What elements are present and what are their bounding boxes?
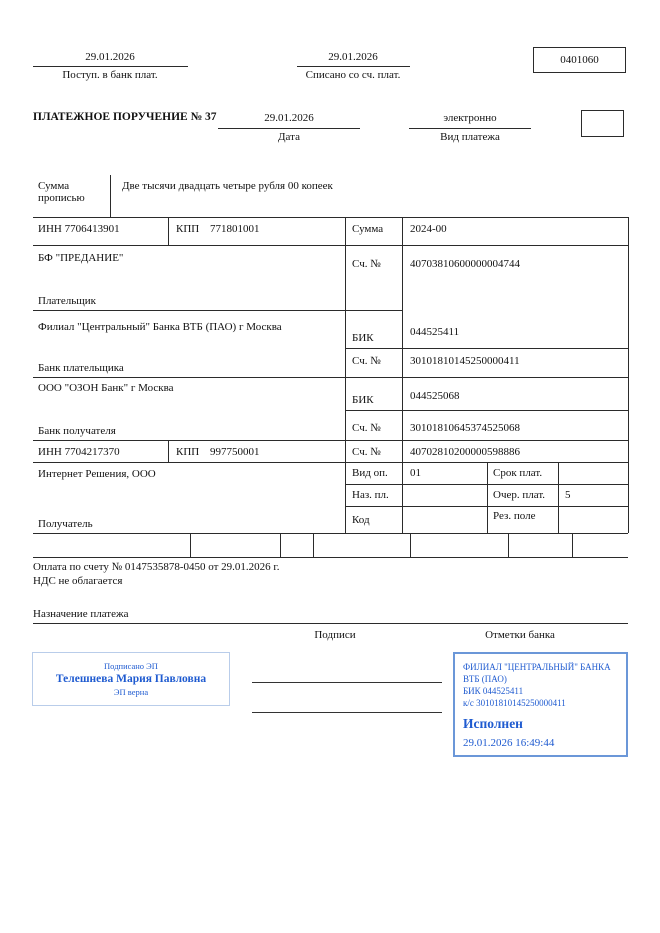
code-label: Код	[352, 514, 370, 526]
grid-line	[345, 410, 628, 411]
signed-by-ep-label: Подписано ЭП	[104, 661, 158, 671]
payer-inn-field	[38, 223, 120, 235]
payer-inn-value: 7706413901	[64, 223, 120, 235]
grid-line	[33, 217, 628, 218]
priority-value: 5	[565, 489, 571, 501]
form-code: 0401060	[560, 54, 599, 66]
grid-line	[313, 533, 314, 557]
amount-words-divider	[110, 175, 111, 217]
purpose-underline	[33, 623, 628, 624]
stamp-bank-name: ФИЛИАЛ "ЦЕНТРАЛЬНЫЙ" БАНКА ВТБ (ПАО)	[463, 662, 611, 685]
op-kind-value: 01	[410, 467, 421, 479]
purpose-text-line2: НДС не облагается	[33, 575, 123, 587]
payer-bank-account-value: 30101810145250000411	[410, 355, 520, 367]
received-in-bank-date: 29.01.2026	[85, 51, 135, 63]
signature-line-2	[252, 712, 442, 713]
grid-line	[33, 557, 628, 558]
grid-line	[628, 217, 629, 533]
payee-kpp-label: КПП	[176, 446, 200, 458]
document-date-underline	[218, 128, 360, 129]
grid-line	[190, 533, 191, 557]
signer-name: Телешнева Мария Павловна	[55, 673, 207, 685]
payer-kpp-field	[176, 223, 259, 235]
payer-bank-name: Филиал "Центральный" Банка ВТБ (ПАО) г Москва	[38, 321, 282, 333]
received-date-underline	[33, 66, 188, 67]
grid-line	[33, 377, 628, 378]
stamp-status: Исполнен	[463, 715, 523, 731]
payer-bank-bik-label: БИК	[352, 332, 374, 344]
signature-line-1	[252, 682, 442, 683]
grid-line	[33, 462, 628, 463]
stamp-timestamp: 29.01.2026 16:49:44	[463, 736, 555, 749]
due-date-label: Срок плат.	[493, 467, 543, 479]
priority-label: Очер. плат.	[493, 489, 546, 501]
grid-line	[33, 245, 628, 246]
stamp-bik: БИК 044525411	[463, 686, 524, 697]
op-kind-label: Вид оп.	[352, 467, 388, 479]
payee-label: Получатель	[38, 518, 93, 530]
signatures-header: Подписи	[314, 629, 356, 641]
payer-bank-bik-value: 044525411	[410, 326, 460, 338]
payee-bank-name: ООО "ОЗОН Банк" г Москва	[38, 382, 174, 394]
payer-account-label: Сч. №	[352, 258, 381, 270]
payee-bank-bik-value: 044525068	[410, 390, 460, 402]
grid-line	[410, 533, 411, 557]
grid-line	[572, 533, 573, 557]
debited-date: 29.01.2026	[328, 51, 378, 63]
stamp-corr-account: к/с 30101810145250000411	[463, 698, 566, 709]
payer-kpp-value: 771801001	[209, 223, 260, 235]
e-signature-stamp	[32, 652, 230, 706]
payment-kind-label: Вид платежа	[440, 131, 500, 143]
payer-inn-label: ИНН	[38, 223, 62, 235]
purpose-text-line1: Оплата по счету № 0147535878-0450 от 29.01.2026 г.	[33, 561, 280, 573]
grid-line	[558, 462, 559, 533]
document-date-label: Дата	[278, 131, 300, 143]
bank-execution-stamp	[453, 652, 628, 757]
payee-inn-field	[38, 446, 120, 458]
grid-line	[33, 440, 628, 441]
amount-label: Сумма	[352, 223, 384, 235]
payer-bank-account-label: Сч. №	[352, 355, 381, 367]
payee-kpp-value: 997750001	[209, 446, 260, 458]
grid-line	[345, 217, 346, 533]
payee-bank-label: Банк получателя	[38, 425, 116, 437]
debited-label: Списано со сч. плат.	[305, 69, 401, 81]
payee-bank-account-value: 30101810645374525068	[410, 422, 520, 434]
grid-line	[508, 533, 509, 557]
payee-inn-value: 7704217370	[64, 446, 120, 458]
bank-marks-header: Отметки банка	[485, 629, 555, 641]
payee-kpp-field	[176, 446, 259, 458]
document-date: 29.01.2026	[264, 112, 314, 124]
payer-kpp-label: КПП	[176, 223, 200, 235]
payee-name: Интернет Решения, ООО	[38, 468, 156, 480]
purpose-label: Назначение платежа	[33, 608, 129, 620]
ep-valid-label: ЭП верна	[113, 687, 149, 697]
amount-words-label: Сумма прописью	[38, 180, 85, 204]
debited-date-underline	[297, 66, 410, 67]
grid-line	[487, 462, 488, 533]
grid-line	[168, 217, 169, 245]
payee-inn-label: ИНН	[38, 446, 62, 458]
amount-words-value: Две тысячи двадцать четыре рубля 00 копеек	[122, 180, 333, 192]
payee-bank-bik-label: БИК	[352, 394, 374, 406]
payer-label: Плательщик	[38, 295, 96, 307]
payment-kind-underline	[409, 128, 531, 129]
payer-account-value: 40703810600000004744	[410, 258, 520, 270]
payment-kind-code-box	[581, 110, 624, 137]
payee-bank-account-label: Сч. №	[352, 422, 381, 434]
grid-line	[280, 533, 281, 557]
payee-account-label: Сч. №	[352, 446, 381, 458]
payment-kind-value: электронно	[443, 112, 497, 124]
payer-name: БФ "ПРЕДАНИЕ"	[38, 252, 124, 264]
grid-line	[168, 440, 169, 462]
purpose-code-label: Наз. пл.	[352, 489, 389, 501]
payer-bank-label: Банк плательщика	[38, 362, 124, 374]
grid-line	[402, 217, 403, 533]
grid-line	[33, 310, 402, 311]
amount-value: 2024-00	[410, 223, 447, 235]
reserve-field-label: Рез. поле	[493, 510, 536, 522]
form-code-box	[533, 47, 626, 73]
grid-line	[33, 533, 628, 534]
grid-line	[345, 348, 628, 349]
document-title: ПЛАТЕЖНОЕ ПОРУЧЕНИЕ № 37	[33, 111, 217, 123]
payee-account-value: 40702810200000598886	[410, 446, 520, 458]
received-in-bank-label: Поступ. в банк плат.	[62, 69, 158, 81]
